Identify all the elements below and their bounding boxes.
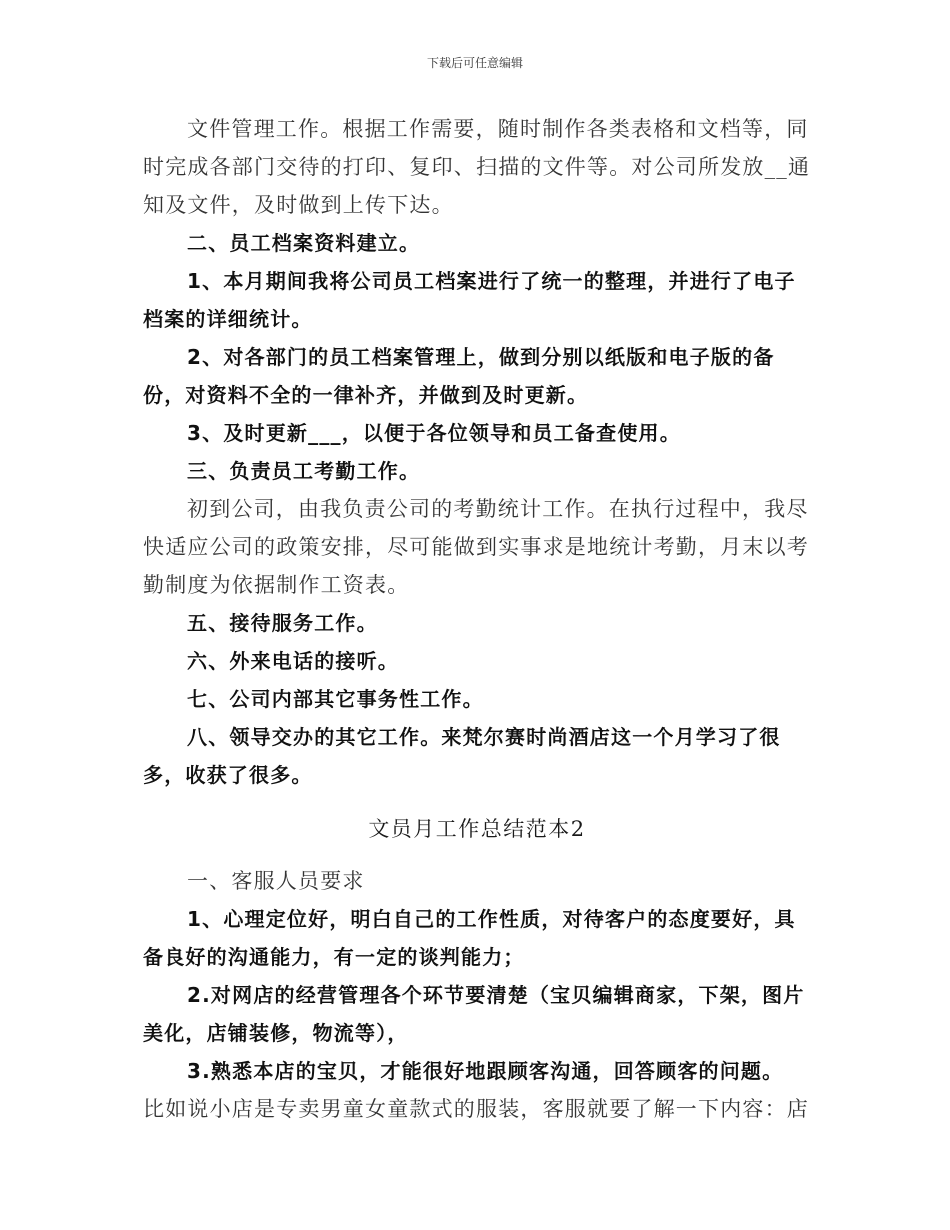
paragraph: 1、本月期间我将公司员工档案进行了统一的整理，并进行了电子档案的详细统计。: [143, 269, 796, 331]
section-title: 文员月工作总结范本2: [368, 817, 586, 841]
paragraph: 一、客服人员要求: [187, 869, 365, 893]
paragraph: 比如说小店是专卖男童女童款式的服装，客服就要了解一下内容：店: [143, 1097, 809, 1121]
paragraph: 六、外来电话的接听。: [187, 649, 399, 673]
paragraph: 初到公司，由我负责公司的考勤统计工作。在执行过程中，我尽快适应公司的政策安排，尽可能做到实事求是地统计考勤，月末以考勤制度为依据制作工资表。: [143, 497, 809, 597]
paragraph: 1、心理定位好，明白自己的工作性质，对待客户的态度要好，具备良好的沟通能力，有一定的谈判能力；: [143, 907, 796, 969]
paragraph: 二、员工档案资料建立。: [187, 231, 421, 255]
paragraph: 3.熟悉本店的宝贝，才能很好地跟顾客沟通，回答顾客的问题。: [187, 1059, 784, 1083]
paragraph: 八、领导交办的其它工作。来梵尔赛时尚酒店这一个月学习了很多，收获了很多。: [143, 725, 781, 787]
paragraph: 2.对网店的经营管理各个环节要清楚（宝贝编辑商家，下架，图片美化，店铺装修，物流等），: [143, 983, 805, 1045]
paragraph: 七、公司内部其它事务性工作。: [187, 687, 484, 711]
paragraph: 文件管理工作。根据工作需要，随时制作各类表格和文档等，同时完成各部门交待的打印、复印、扫描的文件等。对公司所发放__通知及文件，及时做到上传下达。: [143, 117, 811, 217]
paragraph: 2、对各部门的员工档案管理上，做到分别以纸版和电子版的备份，对资料不全的一律补齐，并做到及时更新。: [143, 345, 775, 407]
page-header: 下载后可任意编辑: [426, 56, 523, 70]
paragraph: 3、及时更新___，以便于各位领导和员工备查使用。: [187, 421, 681, 445]
paragraph: 三、负责员工考勤工作。: [187, 459, 421, 483]
document-body: [143, 110, 811, 1128]
paragraph: 五、接待服务工作。: [187, 611, 378, 635]
